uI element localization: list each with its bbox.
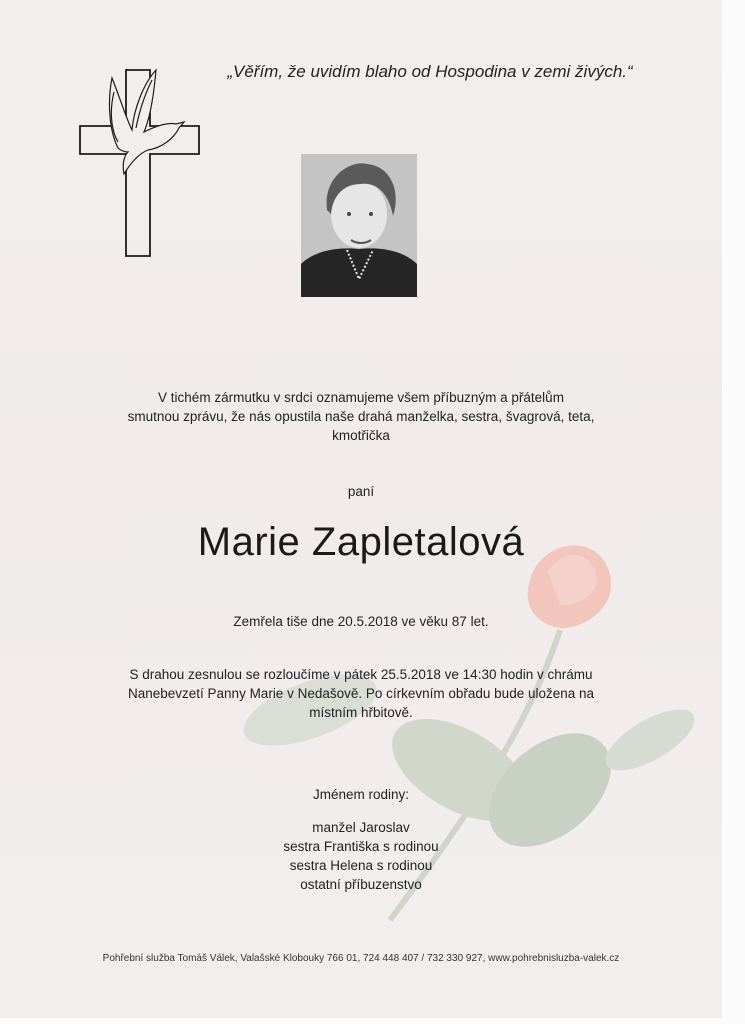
page-edge-bottom bbox=[0, 1018, 745, 1024]
portrait-photo bbox=[301, 154, 417, 297]
ceremony-line: místním hřbitově. bbox=[309, 705, 413, 720]
announcement-line: kmotřička bbox=[332, 428, 390, 443]
family-member: sestra Františka s rodinou bbox=[283, 839, 439, 854]
deceased-name: Marie Zapletalová bbox=[197, 520, 525, 564]
bible-quote: „Věřím, že uvidím blaho od Hospodina v zemi živých.“ bbox=[227, 62, 633, 81]
ceremony-line: S drahou zesnulou se rozloučíme v pátek 25.5.2018 ve 14:30 hodin v chrámu bbox=[129, 667, 593, 682]
family-heading: Jménem rodiny: bbox=[312, 787, 410, 802]
family-member: manžel Jaroslav bbox=[312, 820, 410, 835]
cross-with-dove-icon bbox=[78, 68, 202, 258]
family-member: ostatní příbuzenstvo bbox=[300, 877, 422, 892]
family-member: sestra Helena s rodinou bbox=[289, 858, 433, 873]
funeral-service-footer: Pohřební služba Tomáš Válek, Valašské Klobouky 766 01, 724 448 407 / 732 330 927, www.pohrebnisluzba-valek.cz bbox=[102, 953, 620, 964]
announcement-line: smutnou zprávu, že nás opustila naše drahá manželka, sestra, švagrová, teta, bbox=[127, 409, 595, 424]
death-line: Zemřela tiše dne 20.5.2018 ve věku 87 let. bbox=[233, 614, 489, 629]
ceremony-line: Nanebevzetí Panny Marie v Nedašově. Po církevním obřadu bude uložena na bbox=[127, 686, 595, 701]
announcement-line: V tichém zármutku v srdci oznamujeme všem příbuzným a přátelům bbox=[158, 390, 564, 405]
salutation: paní bbox=[347, 484, 375, 499]
